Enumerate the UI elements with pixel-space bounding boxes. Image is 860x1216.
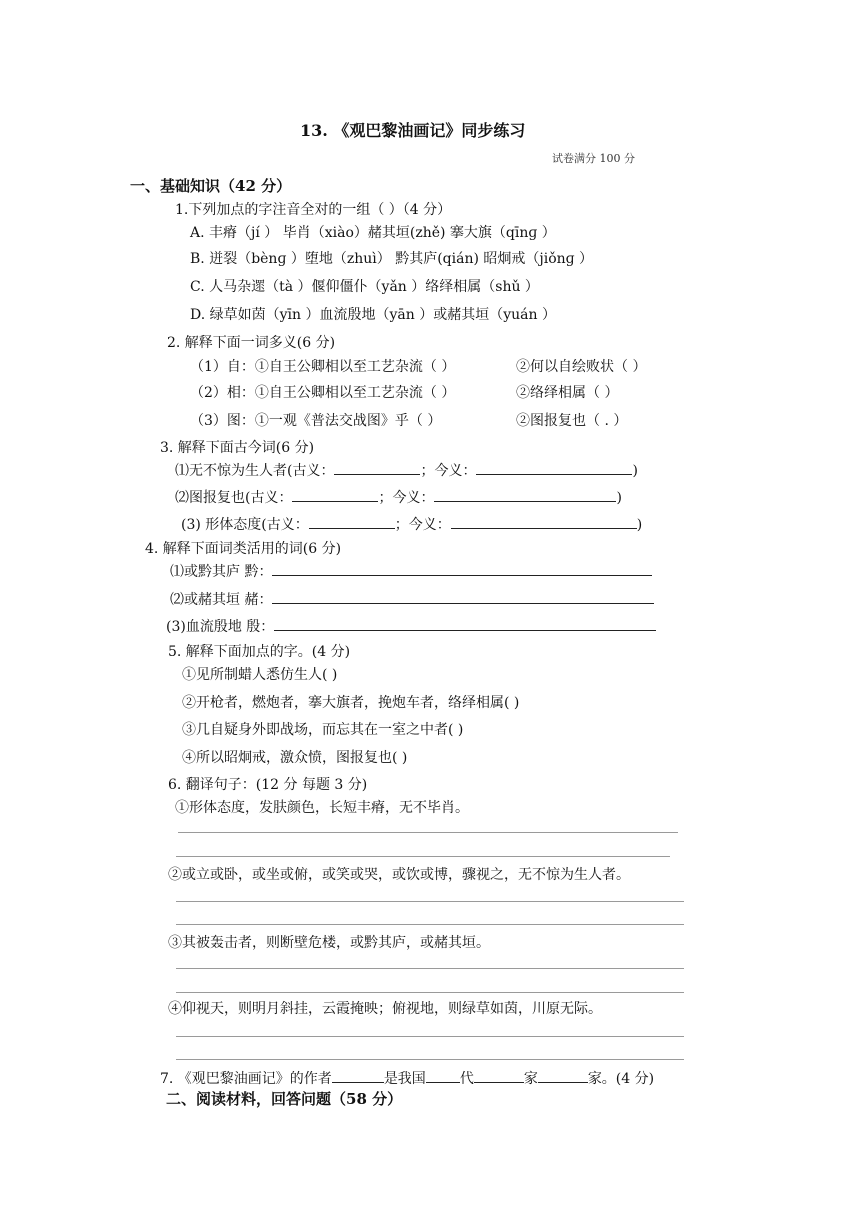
q7-part-3: 代 [459, 1071, 474, 1087]
q3-row2 [175, 487, 622, 507]
q6-answer-line[interactable] [176, 1036, 684, 1037]
q2-row3-right: ②图报复也（ . ） [516, 413, 628, 429]
q3-row3-text: (3) 形体态度(古义： [181, 517, 309, 533]
q7-blank-1[interactable] [474, 1070, 524, 1083]
q3-row3 [181, 514, 642, 534]
q6-answer-line[interactable] [176, 901, 684, 902]
q1-option-d: D. 绿草如茵（yīn ）血流殷地（yān ）或赭其垣（yuán ） [190, 307, 556, 323]
q4-row2-text: ⑵或赭其垣 赭： [170, 592, 273, 608]
q2-row1-left: （1）自：①自王公卿相以至工艺杂流（ ） [190, 359, 456, 375]
q6-answer-line[interactable] [178, 832, 678, 833]
q1-option-a: A. 丰瘠（jí ） 毕肖（xiào）赭其垣(zhě) 搴大旗（qīnɡ ） [190, 225, 556, 241]
q3-row2-mid: ；今义： [378, 490, 435, 506]
q7-part-4: 家 [523, 1071, 538, 1087]
q7-blank-2[interactable] [538, 1070, 588, 1083]
q3-row3-mid: ；今义： [394, 517, 451, 533]
score-note: 试卷满分 100 分 [552, 152, 635, 165]
q3-row1-text: ⑴无不惊为生人者(古义： [175, 463, 335, 479]
q7-part-2: 是我国 [383, 1071, 426, 1087]
q4-row3 [166, 616, 656, 636]
q3-row1 [175, 460, 638, 480]
q6-answer-line[interactable] [176, 992, 684, 993]
q7-blank-dynasty[interactable] [426, 1070, 460, 1083]
q5-item-2: ②开枪者，燃炮者，搴大旗者，挽炮车者，络绎相属( ) [182, 695, 520, 711]
q3-row2-blank-old[interactable] [292, 489, 378, 502]
q3-row2-text: ⑵图报复也(古义： [175, 490, 293, 506]
q3-row3-blank-new[interactable] [451, 516, 637, 529]
q3-stem: 3. 解释下面古今词(6 分) [160, 440, 315, 456]
q4-row1-blank[interactable] [272, 563, 652, 576]
q2-row1-right: ②何以自绘败状（ ） [516, 359, 647, 375]
q7 [160, 1068, 654, 1088]
q1-stem: 1.下列加点的字注音全对的一组（ ）（4 分） [175, 202, 452, 218]
q3-row3-blank-old[interactable] [309, 516, 395, 529]
q4-row2-blank[interactable] [272, 591, 654, 604]
page-title: 13. 《观巴黎油画记》同步练习 [300, 121, 526, 140]
q7-part-5: 家。(4 分) [587, 1071, 655, 1087]
q5-item-4: ④所以昭炯戒，激众愤，图报复也( ) [182, 750, 408, 766]
q2-row2-right: ②络绎相属（ ） [516, 385, 619, 401]
q2-row2-left: （2）相：①自王公卿相以至工艺杂流（ ） [190, 385, 456, 401]
q6-answer-line[interactable] [176, 968, 684, 969]
q1-option-b: B. 迸裂（bènɡ ）堕地（zhuì） 黔其庐(qián) 昭炯戒（jiǒnɡ ） [190, 251, 594, 267]
q5-stem: 5. 解释下面加点的字。(4 分) [168, 644, 351, 660]
q3-row1-mid: ；今义： [420, 463, 477, 479]
q6-sentence-4: ④仰视天，则明月斜挂，云霞掩映；俯视地，则绿草如茵，川原无际。 [168, 1001, 602, 1017]
q7-blank-author[interactable] [332, 1070, 384, 1083]
q6-sentence-3: ③其被轰击者，则断壁危楼，或黔其庐，或赭其垣。 [168, 935, 490, 951]
q3-row1-end: ) [632, 463, 638, 479]
q4-row3-text: (3)血流殷地 殷： [166, 619, 275, 635]
q3-row1-blank-new[interactable] [476, 462, 632, 475]
q5-item-3: ③几自疑身外即战场，而忘其在一室之中者( ) [182, 722, 464, 738]
q6-sentence-2: ②或立或卧，或坐或俯，或笑或哭，或饮或博，骤视之，无不惊为生人者。 [168, 867, 630, 883]
q3-row1-blank-old[interactable] [334, 462, 420, 475]
q3-row3-end: ) [636, 517, 643, 533]
q4-row3-blank[interactable] [274, 618, 656, 631]
q4-row2 [170, 589, 654, 609]
q5-item-1: ①见所制蜡人悉仿生人( ) [182, 667, 338, 683]
q3-row2-blank-new[interactable] [434, 489, 616, 502]
q4-row1 [170, 561, 652, 581]
q4-row1-text: ⑴或黔其庐 黔： [170, 564, 273, 580]
q6-sentence-1: ①形体态度，发肤颜色，长短丰瘠，无不毕肖。 [175, 800, 469, 816]
q6-answer-line[interactable] [176, 924, 684, 925]
q1-option-c: C. 人马杂遝（tà ）偃仰僵仆（yǎn ）络绎相属（shǔ ） [190, 279, 539, 295]
q4-stem: 4. 解释下面词类活用的词(6 分) [145, 541, 342, 557]
section1-heading: 一、基础知识（42 分） [130, 177, 292, 195]
q3-row2-end: ) [616, 490, 622, 506]
q2-stem: 2. 解释下面一词多义(6 分) [167, 335, 336, 351]
q6-answer-line[interactable] [176, 856, 670, 857]
q6-answer-line[interactable] [176, 1059, 684, 1060]
q2-row3-left: （3）图：①一观《普法交战图》乎（ ） [190, 413, 442, 429]
q7-part-1: 7. 《观巴黎油画记》的作者 [160, 1071, 332, 1087]
section2-heading: 二、阅读材料，回答问题（58 分） [166, 1090, 403, 1108]
q6-stem: 6. 翻译句子：(12 分 每题 3 分) [168, 777, 368, 793]
